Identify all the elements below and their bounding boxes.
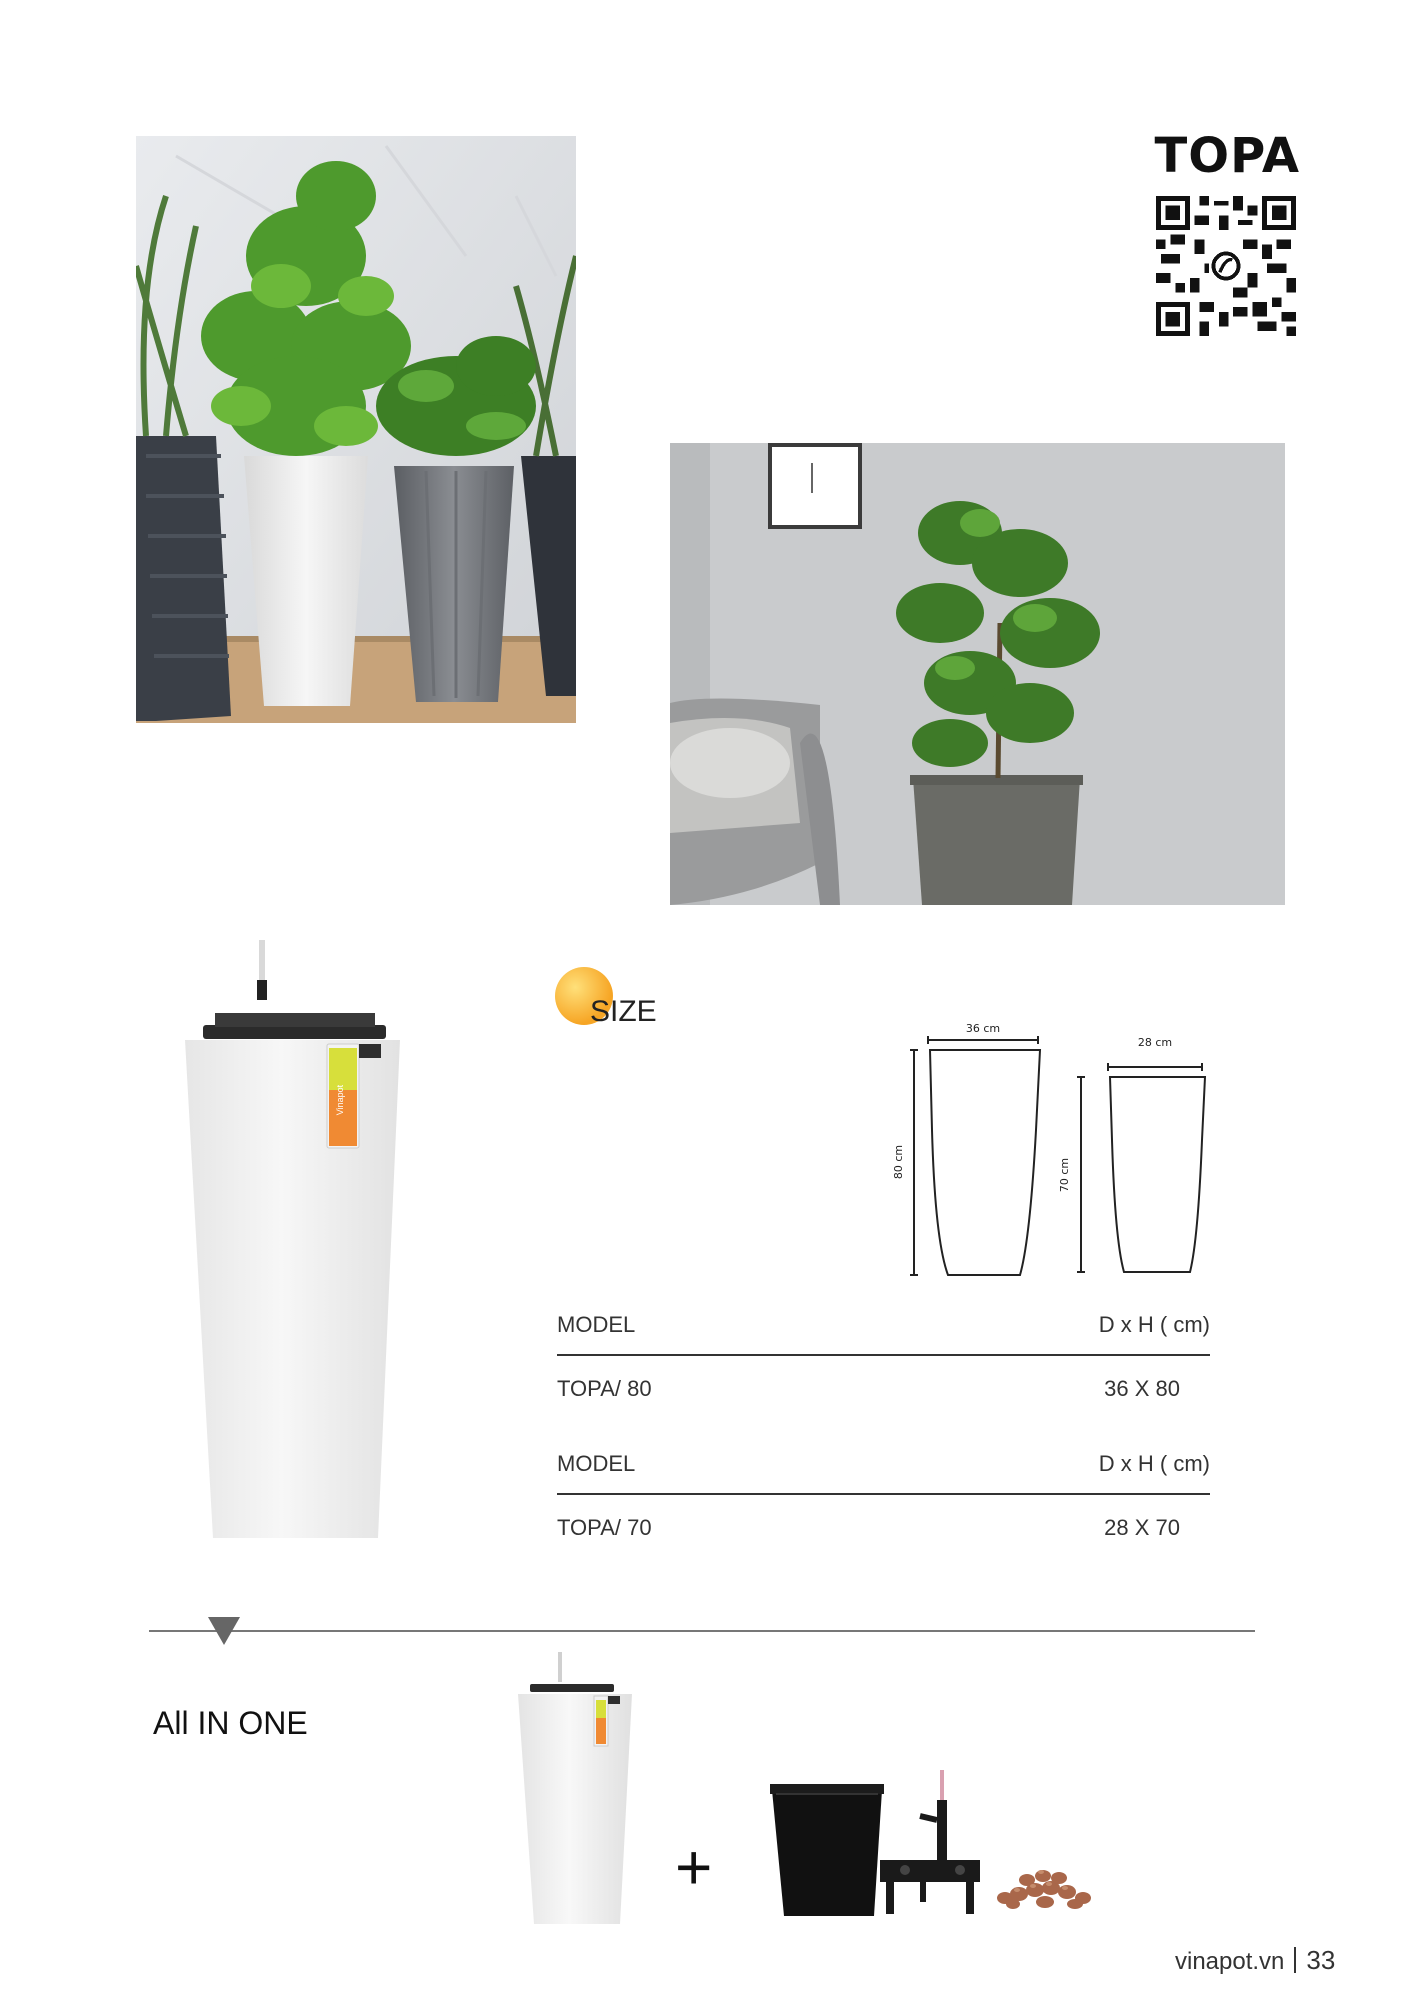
model-name: TOPA/ 80 — [557, 1376, 652, 1401]
table-header-row — [557, 1308, 1210, 1342]
page-footer — [1175, 1945, 1335, 1976]
table-row — [557, 1511, 1210, 1545]
pot70-width-label: 28 cm — [1137, 1036, 1173, 1049]
triangle-down-icon — [208, 1617, 240, 1645]
model-dimension: 36 X 80 — [1104, 1376, 1180, 1401]
size-heading: SIZE — [590, 995, 657, 1028]
dimension-diagram — [880, 1010, 1220, 1290]
spec-table-topa80 — [557, 1308, 1210, 1406]
pot70-height-label: 70 cm — [1058, 1157, 1071, 1193]
section-divider — [149, 1630, 1255, 1632]
table-header-row — [557, 1447, 1210, 1481]
table-row — [557, 1372, 1210, 1406]
clay-pebbles-image — [985, 1860, 1105, 1910]
header-model: MODEL — [557, 1451, 636, 1476]
model-name: TOPA/ 70 — [557, 1515, 652, 1540]
all-in-one-heading: All IN ONE — [153, 1705, 308, 1741]
small-pot-image — [512, 1652, 642, 1932]
footer-separator — [1294, 1947, 1296, 1973]
table-divider — [557, 1493, 1210, 1495]
pot80-height-label: 80 cm — [892, 1144, 905, 1180]
pot-tag-brand: Vinapot — [335, 1084, 345, 1116]
plus-sign: + — [675, 1831, 713, 1903]
model-dimension: 28 X 70 — [1104, 1515, 1180, 1540]
header-dimension: D x H ( cm) — [1098, 1312, 1210, 1337]
product-title: TOPA — [1154, 128, 1300, 184]
spec-table-topa70 — [557, 1447, 1210, 1545]
table-divider — [557, 1354, 1210, 1356]
page-number: 33 — [1306, 1945, 1336, 1975]
header-model: MODEL — [557, 1312, 636, 1337]
inner-pot-accessory-image — [770, 1770, 980, 1930]
header-dimension: D x H ( cm) — [1098, 1451, 1210, 1476]
product-pot-image — [175, 940, 415, 1540]
pot80-width-label: 36 cm — [965, 1022, 1001, 1035]
footer-site: vinapot.vn — [1175, 1948, 1285, 1975]
photo-plants-pots — [136, 136, 576, 723]
qr-code-icon — [1156, 196, 1296, 336]
photo-fiddle-leaf-room — [670, 443, 1285, 905]
